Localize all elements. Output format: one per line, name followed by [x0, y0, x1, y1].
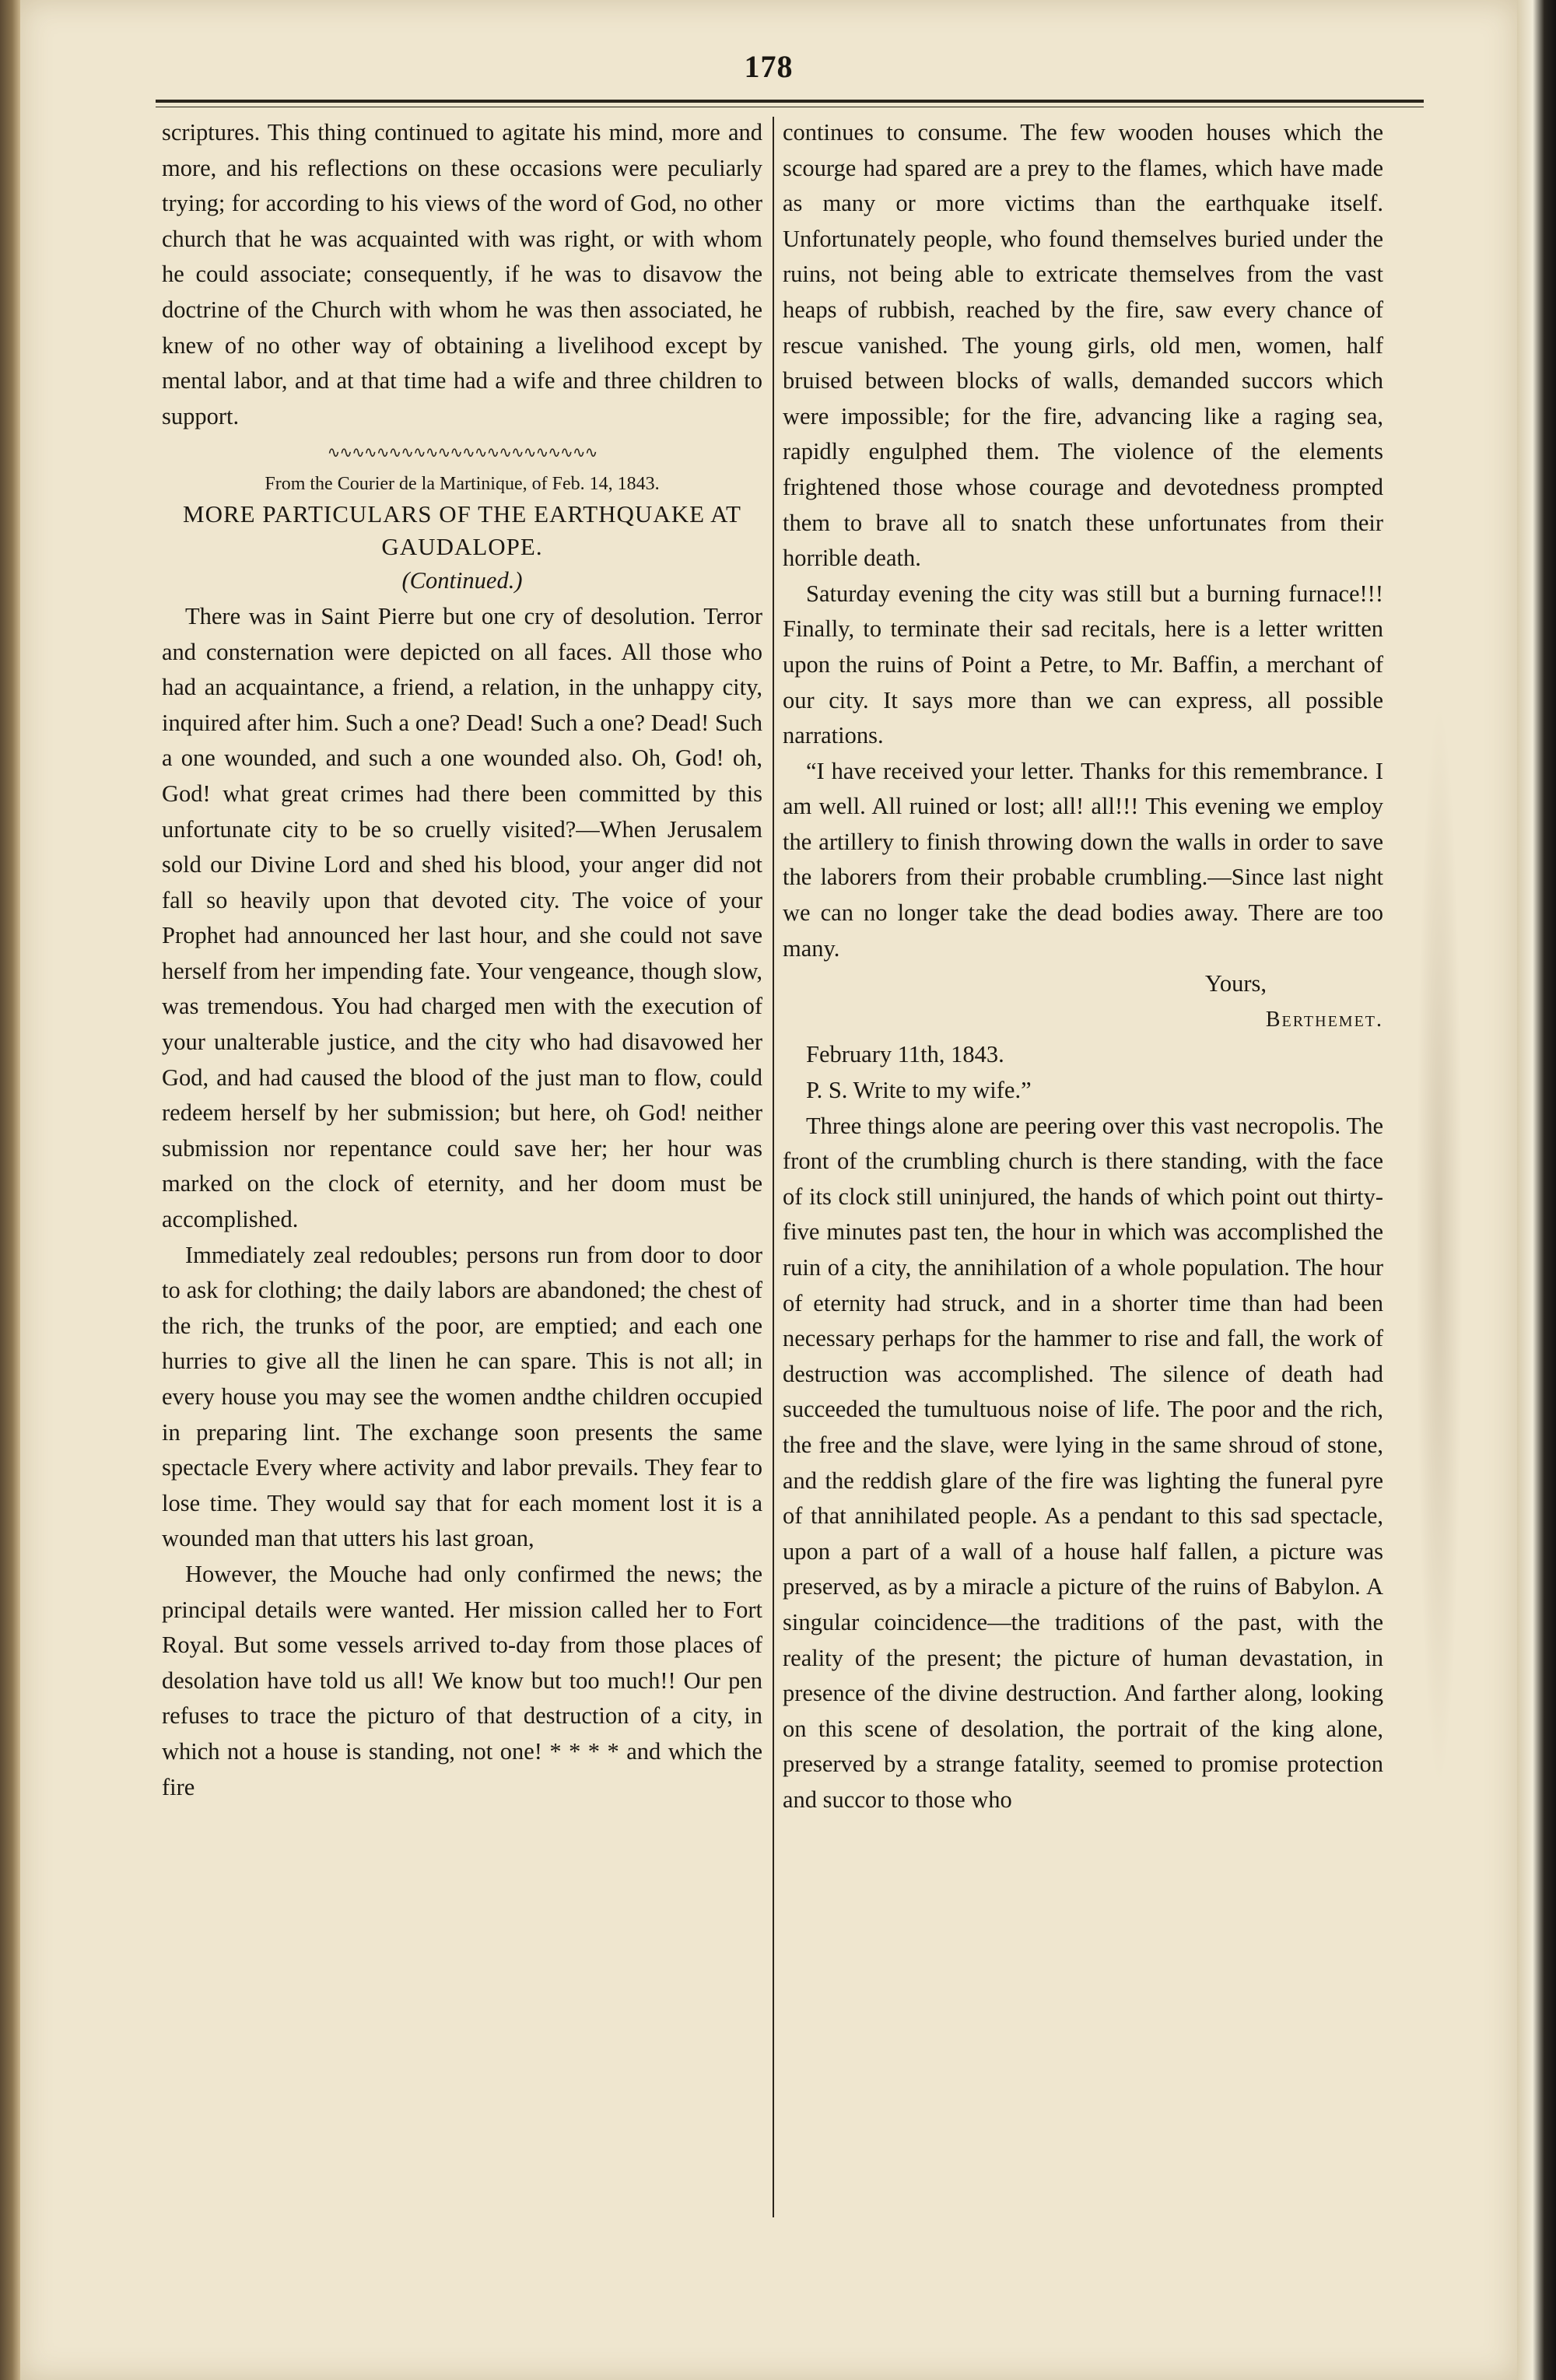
article-paragraph: However, the Mouche had only confirmed the news; the principal details were wanted. Her mission called her to Fort Royal. But some vessels arrived to-day from those places of desolation have told us all! We know but too much!! Our pen refuses to trace the picturo of that destruction of a city, in which not a house is standing, not one! * * * * and which the fire — [162, 1560, 762, 1800]
paper-stain — [1416, 700, 1463, 1789]
right-column — [783, 115, 1383, 1818]
article-paragraph: There was in Saint Pierre but one cry of desolution. Terror and consternation were depicted on all faces. All those who had an acquaintance, a friend, a relation, in the unhappy city, inquired after him. Such a one? Dead! Such a one? Dead! Such a one wounded, and such a one wounded also. Oh, God! oh, God! what great crimes had there been committed by this unfortunate city to be so cruelly visited?—When Jerusalem sold our Divine Lord and shed his blood, your anger did not fall so heavily upon that devoted city. The voice of your Prophet had announced her last hour, and she could not save herself from her impending fate. Your vengeance, though slow, was tremendous. You had charged men with the execution of your unalterable justice, and the city who had disavowed her God, and had caused the blood of the just man to flow, could redeem herself by her submission; but here, oh God! neither submission nor repentance could save her; her hour was marked on the clock of eternity, and her doom must be accomplished. — [162, 602, 762, 1233]
letter-date: February 11th, 1843. — [806, 1041, 1004, 1068]
article-paragraph: continues to consume. The few wooden houses which the scourge had spared are a prey to the flames, which have made as many or more victims than the earthquake itself. Unfortunately people, who found themselves buried under the ruins, not being able to extricate themselves from the vast heaps of rubbish, reached by the fire, saw every chance of rescue vanished. The young girls, old men, women, half bruised between blocks of walls, demanded succors which were impossible; for the fire, advancing like a raging sea, rapidly engulphed them. The violence of the elements frightened those whose courage and devotedness prompted them to brave all to snatch these unfortunates from their horrible death. — [783, 119, 1383, 572]
left-column — [162, 115, 762, 1805]
article-paragraph: Three things alone are peering over this vast necropolis. The front of the crumbling church is there standing, with the face of its clock still uninjured, the hands of which point out thirty-five minutes past ten, the hour in which was accomplished the ruin of a city, the annihilation of a whole population. The hour of eternity had struck, and in a shorter time than had been necessary perhaps for the hammer to rise and fall, the work of destruction was accomplished. The silence of death had succeeded the tumultuous noise of life. The poor and the rich, the free and the slave, were lying in the same shroud of stone, and the reddish glare of the fire was lighting the funeral pyre of that annihilated people. As a pendant to this sad spectacle, upon a part of a wall of a house half fallen, a picture was preserved, as by a miracle a picture of the ruins of Babylon. A singular coincidence—the traditions of the past, with the reality of the present; the picture of human devastation, in presence of the divine destruction. And farther along, looking on this scene of desolation, the portrait of the king alone, preserved by a strange fatality, seemed to promise protection and succor to those who — [783, 1112, 1383, 1813]
book-spine — [0, 0, 20, 2380]
article-headline: MORE PARTICULARS OF THE EARTHQUAKE AT GAUDALOPE. — [183, 500, 741, 561]
letter-postscript: P. S. Write to my wife.” — [806, 1077, 1032, 1104]
article-paragraph: Saturday evening the city was still but a burning furnace!!! Finally, to terminate their sad recitals, here is a letter written upon the ruins of Point a Petre, to Mr. Baffin, a merchant of our city. It says more than we can express, all possible narrations. — [783, 580, 1383, 749]
page-number: 178 — [744, 49, 794, 84]
header-rule — [156, 100, 1424, 103]
article-paragraph: Immediately zeal redoubles; persons run from door to door to ask for clothing; the daily labors are abandoned; the chest of the rich, the trunks of the poor, are emptied; and each one hurries to give all the linen he can spare. This is not all; in every house you may see the women andthe children occupied in preparing lint. The exchange soon presents the same spectacle Every where activity and labor prevails. They fear to lose time. They would say that for each moment lost it is a wounded man that utters his last groan, — [162, 1241, 762, 1552]
article-source: From the Courier de la Martinique, of Feb. 14, 1843. — [265, 474, 660, 495]
page-edge — [1517, 0, 1556, 2380]
continued-label: (Continued.) — [401, 567, 523, 594]
letter-signature: Berthemet. — [1265, 1007, 1383, 1032]
opening-paragraph: scriptures. This thing continued to agitate his mind, more and more, and his reflections on these occasions were peculiarly trying; for according to his views of the word of God, no other church that he was acquainted with was right, or with whom he could associate; consequently, if he was to disavow the doctrine of the Church with whom he was then associated, he knew of no other way of obtaining a livelihood except by mental labor, and at that time had a wife and three children to support. — [162, 119, 762, 429]
section-separator: ∿∿∿∿∿∿∿∿∿∿∿∿∿∿∿∿∿∿∿∿∿∿ — [327, 444, 598, 462]
letter-text: “I have received your letter. Thanks for this remembrance. I am well. All ruined or lost; all! all!!! This evening we employ the artillery to finish throwing down the walls in order to save the laborers from their probable crumbling.—Since last night we can no longer take the dead bodies away. There are too many. — [783, 757, 1383, 962]
column-divider — [773, 117, 774, 2217]
letter-closing: Yours, — [1204, 970, 1267, 997]
